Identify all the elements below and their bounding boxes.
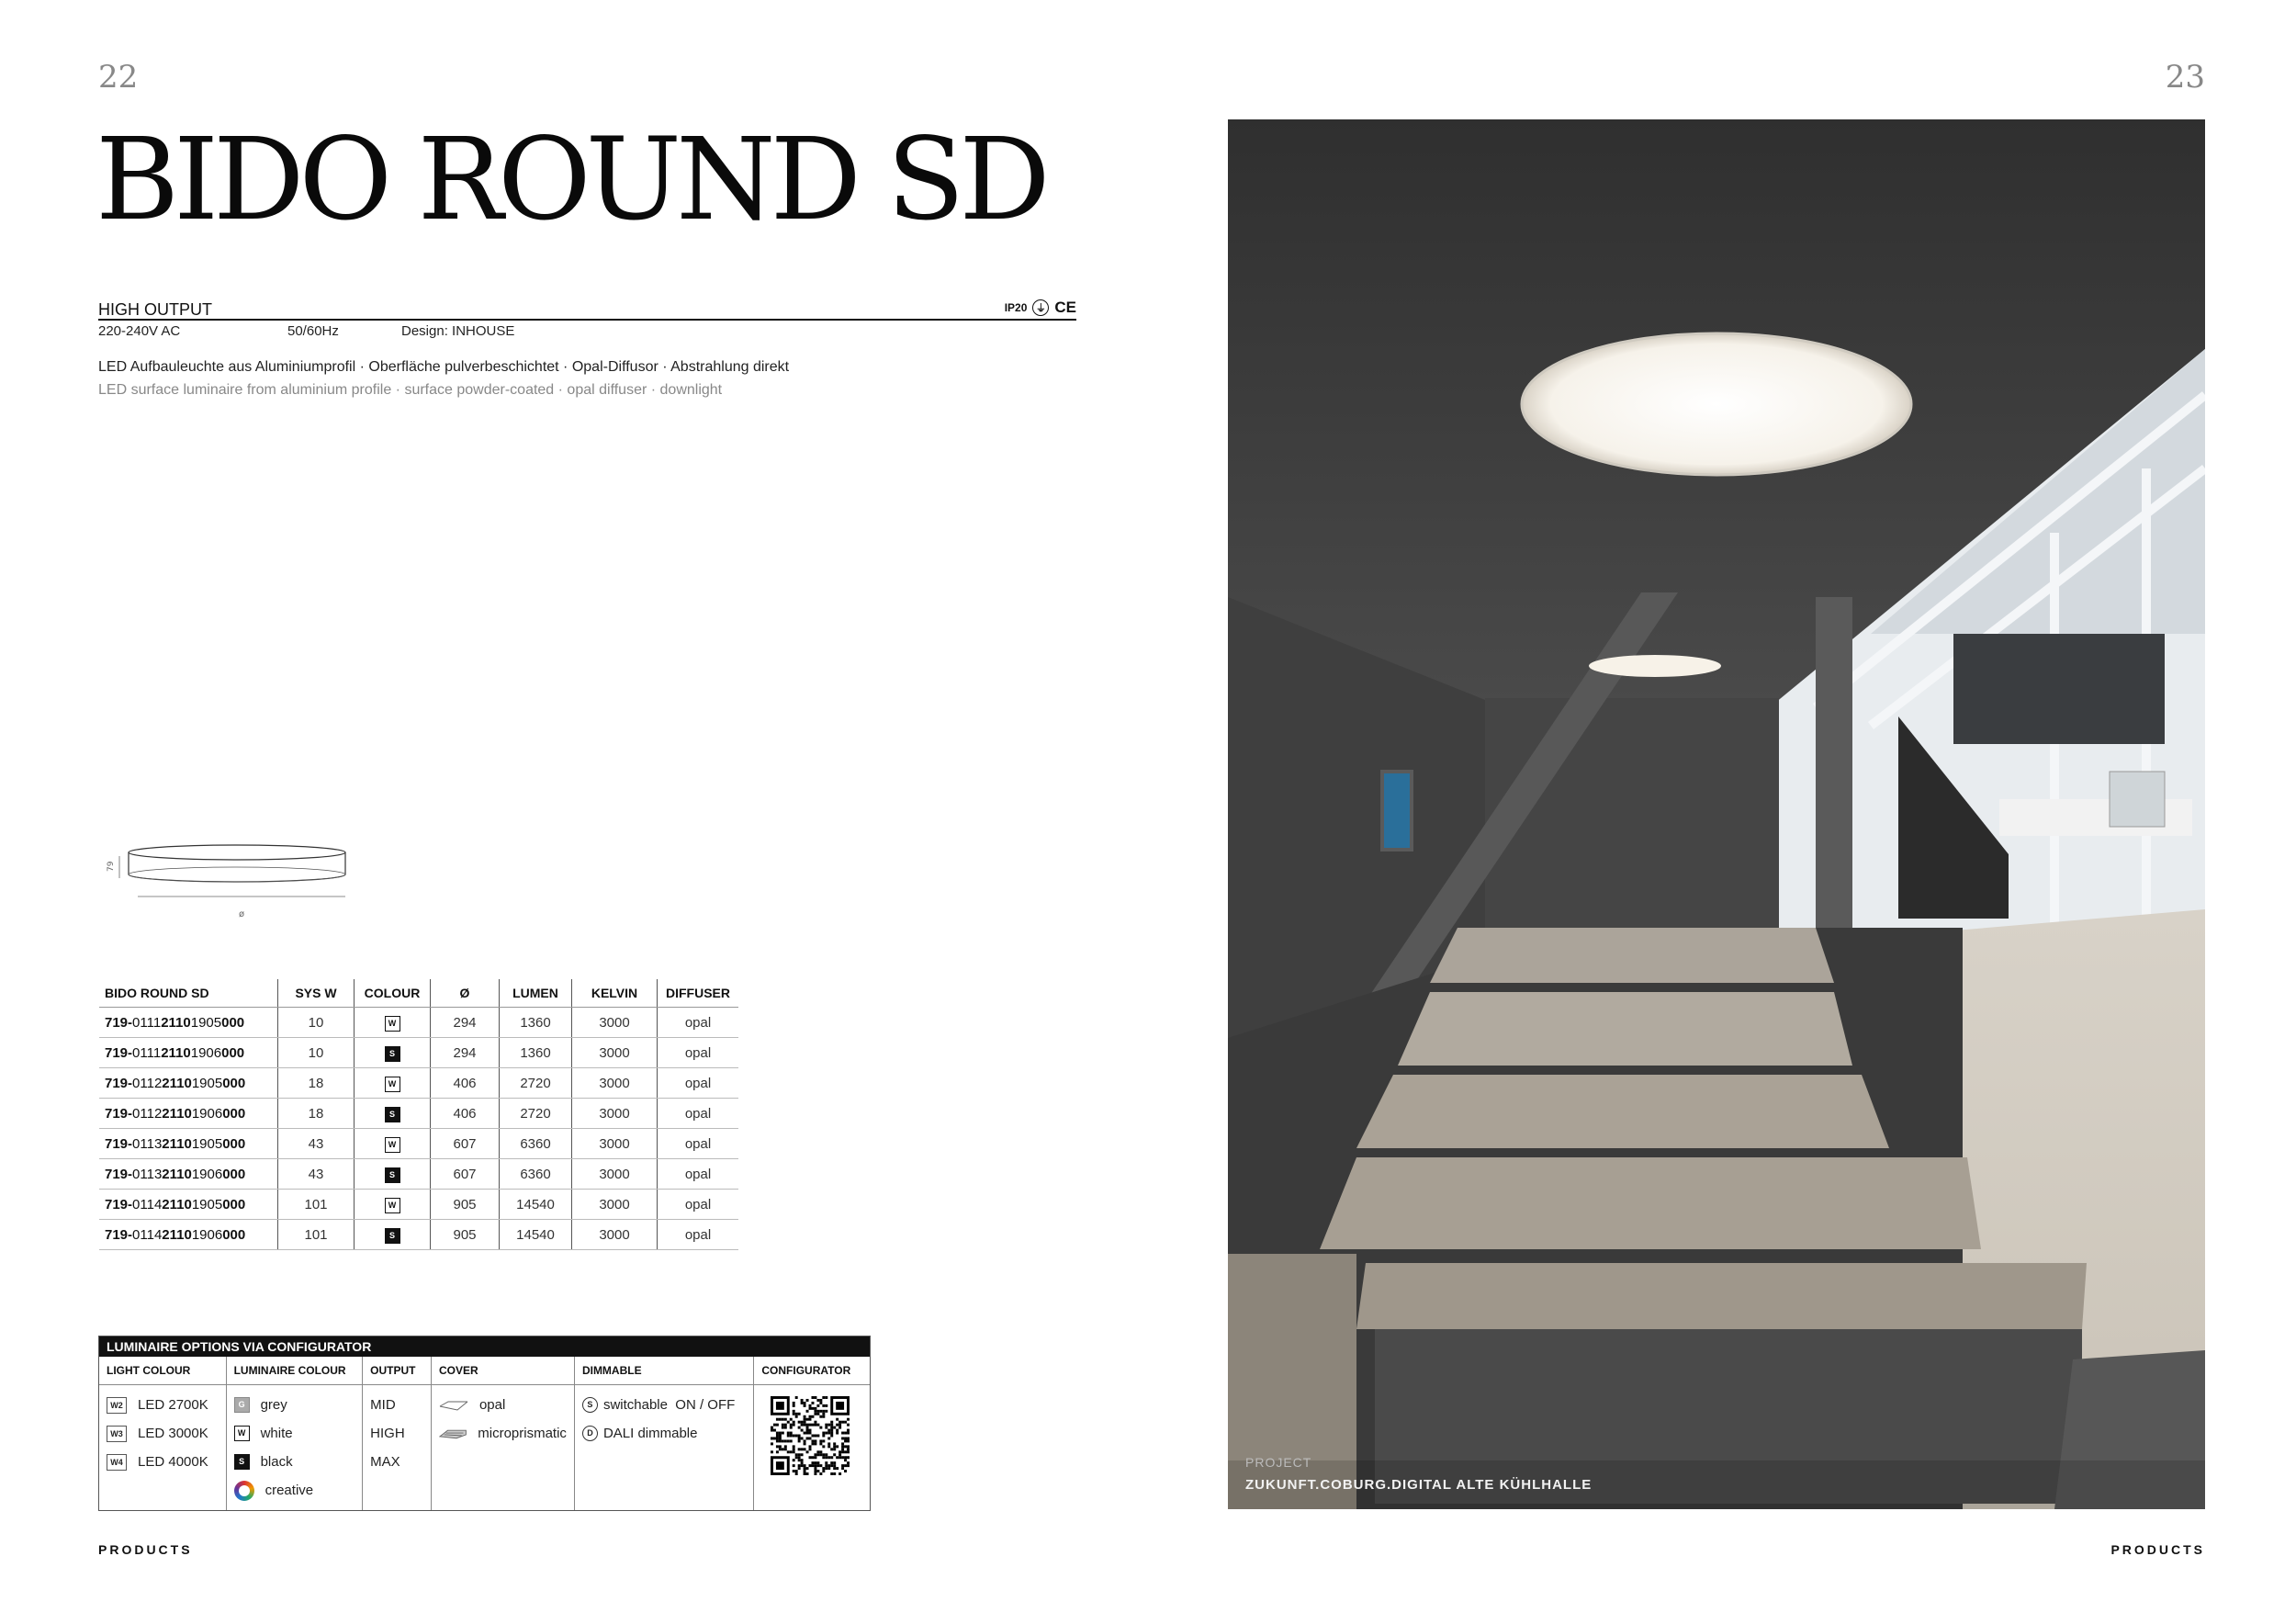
cell-sysw: 18 xyxy=(278,1099,355,1129)
round-luminaire xyxy=(1522,333,1911,475)
dimmable-option xyxy=(582,1391,746,1419)
configurator-column xyxy=(753,1357,870,1510)
output-option xyxy=(370,1391,423,1419)
light-colour-code-icon: W3 xyxy=(107,1426,127,1442)
table-row xyxy=(99,1008,738,1038)
luminaire-colour-option xyxy=(234,1448,355,1476)
code-part: 000 xyxy=(222,1135,246,1152)
cell-dia: 905 xyxy=(431,1190,500,1220)
code-part: 2110 xyxy=(162,1105,192,1122)
specs-line xyxy=(98,323,514,339)
code-part: 2110 xyxy=(162,1075,192,1091)
output-option xyxy=(370,1448,423,1476)
th-diffuser: DIFFUSER xyxy=(658,979,739,1008)
dimmable-option-label: DALI dimmable xyxy=(602,1426,698,1441)
product-code xyxy=(99,1068,278,1099)
code-part: 2110 xyxy=(162,1226,192,1243)
th-product: BIDO ROUND SD xyxy=(99,979,278,1008)
creative-colour-icon xyxy=(234,1481,254,1501)
dimmable-option xyxy=(582,1419,746,1448)
cell-diffuser: opal xyxy=(658,1190,739,1220)
description-english: LED surface luminaire from aluminium profile · surface powder-coated · opal diffuser · downlight xyxy=(98,382,723,398)
cell-diffuser: opal xyxy=(658,1129,739,1159)
code-part: 000 xyxy=(222,1105,246,1122)
luminaire-colour-swatch-icon: G xyxy=(234,1397,250,1413)
dimmable-column xyxy=(574,1357,753,1510)
cell-lumen: 2720 xyxy=(500,1068,572,1099)
qr-code-icon[interactable] xyxy=(771,1396,850,1475)
output-option-label: MAX xyxy=(370,1454,400,1470)
code-part: 1905 xyxy=(191,1196,223,1212)
cell-dia: 406 xyxy=(431,1068,500,1099)
subhead-rule xyxy=(98,300,1076,321)
cell-kelvin: 3000 xyxy=(572,1220,658,1250)
colour-swatch-icon: S xyxy=(385,1046,400,1062)
cell-colour xyxy=(355,1008,431,1038)
output-column xyxy=(362,1357,431,1510)
code-part: 000 xyxy=(222,1075,246,1091)
dimmable-code-icon: D xyxy=(582,1426,598,1441)
code-part: 1906 xyxy=(191,1226,223,1243)
light-colour-option-label: LED 2700K xyxy=(138,1397,208,1413)
light-colour-option xyxy=(107,1419,219,1448)
code-part: 0114 xyxy=(132,1196,163,1212)
luminaire-colour-title: LUMINAIRE COLOUR xyxy=(227,1357,363,1385)
table-row xyxy=(99,1129,738,1159)
product-code xyxy=(99,1008,278,1038)
cell-sysw: 18 xyxy=(278,1068,355,1099)
colour-swatch-icon: S xyxy=(385,1107,400,1122)
code-part: 000 xyxy=(222,1196,246,1212)
cell-kelvin: 3000 xyxy=(572,1038,658,1068)
colour-swatch-icon: S xyxy=(385,1228,400,1244)
cell-sysw: 101 xyxy=(278,1190,355,1220)
light-colour-title: LIGHT COLOUR xyxy=(99,1357,226,1385)
cell-lumen: 2720 xyxy=(500,1099,572,1129)
output-option-label: HIGH xyxy=(370,1426,405,1441)
colour-swatch-icon: S xyxy=(385,1167,400,1183)
cell-lumen: 6360 xyxy=(500,1129,572,1159)
code-part: 719- xyxy=(105,1014,133,1031)
light-colour-option xyxy=(107,1391,219,1419)
cell-sysw: 101 xyxy=(278,1220,355,1250)
cell-kelvin: 3000 xyxy=(572,1099,658,1129)
cell-dia: 294 xyxy=(431,1038,500,1068)
luminaire-colour-option-label: white xyxy=(260,1426,293,1441)
product-table-header xyxy=(99,979,738,1008)
code-part: 0112 xyxy=(132,1105,163,1122)
th-kelvin: KELVIN xyxy=(572,979,658,1008)
footer-products-left: PRODUCTS xyxy=(98,1542,193,1557)
technical-drawing xyxy=(99,843,356,930)
code-part: 0113 xyxy=(132,1135,163,1152)
product-code xyxy=(99,1220,278,1250)
configurator-title: CONFIGURATOR xyxy=(754,1357,870,1385)
footer-products-right: PRODUCTS xyxy=(2110,1542,2205,1557)
project-name: ZUKUNFT.COBURG.DIGITAL ALTE KÜHLHALLE xyxy=(1245,1477,1593,1493)
project-photo xyxy=(1228,119,2205,1509)
ce-mark-icon: CE xyxy=(1054,299,1076,316)
protection-class-icon: ⏚ xyxy=(1032,299,1049,316)
certifications xyxy=(1005,299,1076,317)
cell-colour xyxy=(355,1190,431,1220)
output-option xyxy=(370,1419,423,1448)
light-colour-column xyxy=(99,1357,226,1510)
code-part: 000 xyxy=(221,1044,245,1061)
ip-rating: IP20 xyxy=(1004,301,1028,314)
table-row xyxy=(99,1099,738,1129)
luminaire-colour-option xyxy=(234,1419,355,1448)
colour-swatch-icon: W xyxy=(385,1137,400,1153)
product-code xyxy=(99,1038,278,1068)
microprismatic-cover-icon xyxy=(439,1427,467,1440)
luminaire-colour-swatch-icon: W xyxy=(234,1426,250,1441)
cover-column xyxy=(431,1357,574,1510)
cell-kelvin: 3000 xyxy=(572,1190,658,1220)
cell-dia: 406 xyxy=(431,1099,500,1129)
code-part: 2110 xyxy=(162,1166,192,1182)
code-part: 1906 xyxy=(190,1044,222,1061)
cell-dia: 905 xyxy=(431,1220,500,1250)
code-part: 0111 xyxy=(132,1044,162,1061)
spec-frequency: 50/60Hz xyxy=(287,323,339,339)
luminaire-colour-option xyxy=(234,1476,355,1505)
th-lumen: LUMEN xyxy=(500,979,572,1008)
colour-swatch-icon: W xyxy=(385,1077,400,1092)
dimmable-title: DIMMABLE xyxy=(575,1357,753,1385)
cell-colour xyxy=(355,1068,431,1099)
cover-option xyxy=(439,1391,567,1419)
cover-option-label: microprismatic xyxy=(478,1426,567,1441)
luminaire-options-table xyxy=(98,1336,871,1511)
code-part: 1906 xyxy=(191,1166,223,1182)
table-row xyxy=(99,1068,738,1099)
cell-sysw: 10 xyxy=(278,1038,355,1068)
cover-title: COVER xyxy=(432,1357,574,1385)
th-sysw: SYS W xyxy=(278,979,355,1008)
luminaire-colour-column xyxy=(226,1357,363,1510)
colour-swatch-icon: W xyxy=(385,1016,400,1032)
table-row xyxy=(99,1190,738,1220)
table-row xyxy=(99,1220,738,1250)
cell-colour xyxy=(355,1159,431,1190)
light-colour-option-label: LED 4000K xyxy=(138,1454,208,1470)
code-part: 2110 xyxy=(161,1014,191,1031)
cell-kelvin: 3000 xyxy=(572,1159,658,1190)
dimmable-code-icon: S xyxy=(582,1397,598,1413)
cell-lumen: 1360 xyxy=(500,1038,572,1068)
cell-sysw: 10 xyxy=(278,1008,355,1038)
opal-cover-icon xyxy=(439,1399,468,1412)
code-part: 719- xyxy=(105,1166,133,1182)
light-colour-code-icon: W4 xyxy=(107,1454,127,1471)
dimmable-option-label: switchable ON / OFF xyxy=(602,1397,736,1413)
colour-swatch-icon: W xyxy=(385,1198,400,1213)
cell-colour xyxy=(355,1129,431,1159)
page-number-left: 22 xyxy=(98,59,139,96)
cell-lumen: 14540 xyxy=(500,1220,572,1250)
cell-colour xyxy=(355,1099,431,1129)
cell-lumen: 1360 xyxy=(500,1008,572,1038)
cell-diffuser: opal xyxy=(658,1068,739,1099)
code-part: 000 xyxy=(221,1014,245,1031)
cell-dia: 607 xyxy=(431,1159,500,1190)
spec-design: Design: INHOUSE xyxy=(401,323,515,339)
luminaire-colour-option-label: black xyxy=(260,1454,293,1470)
product-title: BIDO ROUND SD xyxy=(96,114,1045,246)
output-title: OUTPUT xyxy=(363,1357,431,1385)
cell-lumen: 14540 xyxy=(500,1190,572,1220)
code-part: 1905 xyxy=(191,1075,223,1091)
cell-sysw: 43 xyxy=(278,1159,355,1190)
code-part: 0112 xyxy=(132,1075,163,1091)
cell-lumen: 6360 xyxy=(500,1159,572,1190)
product-code xyxy=(99,1099,278,1129)
spec-voltage: 220-240V AC xyxy=(98,323,181,339)
subtitle: HIGH OUTPUT xyxy=(98,300,212,319)
drawing-width-label: ø xyxy=(239,909,245,919)
product-code xyxy=(99,1129,278,1159)
cover-option-label: opal xyxy=(478,1397,506,1413)
code-part: 2110 xyxy=(162,1196,192,1212)
code-part: 1906 xyxy=(191,1105,223,1122)
output-option-label: MID xyxy=(370,1397,396,1413)
cell-colour xyxy=(355,1038,431,1068)
code-part: 719- xyxy=(105,1226,133,1243)
code-part: 719- xyxy=(105,1075,133,1091)
cell-diffuser: opal xyxy=(658,1220,739,1250)
cell-dia: 294 xyxy=(431,1008,500,1038)
cell-diffuser: opal xyxy=(658,1038,739,1068)
cell-diffuser: opal xyxy=(658,1008,739,1038)
code-part: 719- xyxy=(105,1105,133,1122)
th-colour: COLOUR xyxy=(355,979,431,1008)
light-colour-code-icon: W2 xyxy=(107,1397,127,1414)
drawing-height-label: 79 xyxy=(107,861,116,872)
product-code xyxy=(99,1159,278,1190)
description-german: LED Aufbauleuchte aus Aluminiumprofil · Oberfläche pulverbeschichtet · Opal-Diffusor · Abstrahlung direkt xyxy=(98,359,790,375)
options-header: LUMINAIRE OPTIONS VIA CONFIGURATOR xyxy=(99,1336,870,1357)
luminaire-colour-swatch-icon: S xyxy=(234,1454,250,1470)
code-part: 000 xyxy=(222,1226,246,1243)
cell-colour xyxy=(355,1220,431,1250)
light-colour-option xyxy=(107,1448,219,1476)
table-row xyxy=(99,1159,738,1190)
code-part: 0113 xyxy=(132,1166,163,1182)
code-part: 719- xyxy=(105,1196,133,1212)
cell-diffuser: opal xyxy=(658,1099,739,1129)
cell-kelvin: 3000 xyxy=(572,1129,658,1159)
cell-kelvin: 3000 xyxy=(572,1008,658,1038)
code-part: 2110 xyxy=(162,1135,192,1152)
code-part: 719- xyxy=(105,1044,133,1061)
code-part: 1905 xyxy=(191,1135,223,1152)
code-part: 0114 xyxy=(132,1226,163,1243)
cell-dia: 607 xyxy=(431,1129,500,1159)
code-part: 1905 xyxy=(190,1014,222,1031)
luminaire-colour-option-label: grey xyxy=(260,1397,287,1413)
code-part: 2110 xyxy=(161,1044,191,1061)
luminaire-colour-option-label: creative xyxy=(264,1483,314,1498)
table-row xyxy=(99,1038,738,1068)
cover-option xyxy=(439,1419,567,1448)
page-number-right: 23 xyxy=(2165,59,2205,96)
code-part: 0111 xyxy=(132,1014,162,1031)
light-colour-option-label: LED 3000K xyxy=(138,1426,208,1441)
code-part: 000 xyxy=(222,1166,246,1182)
product-table xyxy=(99,979,738,1250)
project-label: PROJECT xyxy=(1245,1455,1312,1470)
cell-sysw: 43 xyxy=(278,1129,355,1159)
code-part: 719- xyxy=(105,1135,133,1152)
th-diameter: Ø xyxy=(431,979,500,1008)
product-code xyxy=(99,1190,278,1220)
luminaire-colour-option xyxy=(234,1391,355,1419)
cell-kelvin: 3000 xyxy=(572,1068,658,1099)
cell-diffuser: opal xyxy=(658,1159,739,1190)
